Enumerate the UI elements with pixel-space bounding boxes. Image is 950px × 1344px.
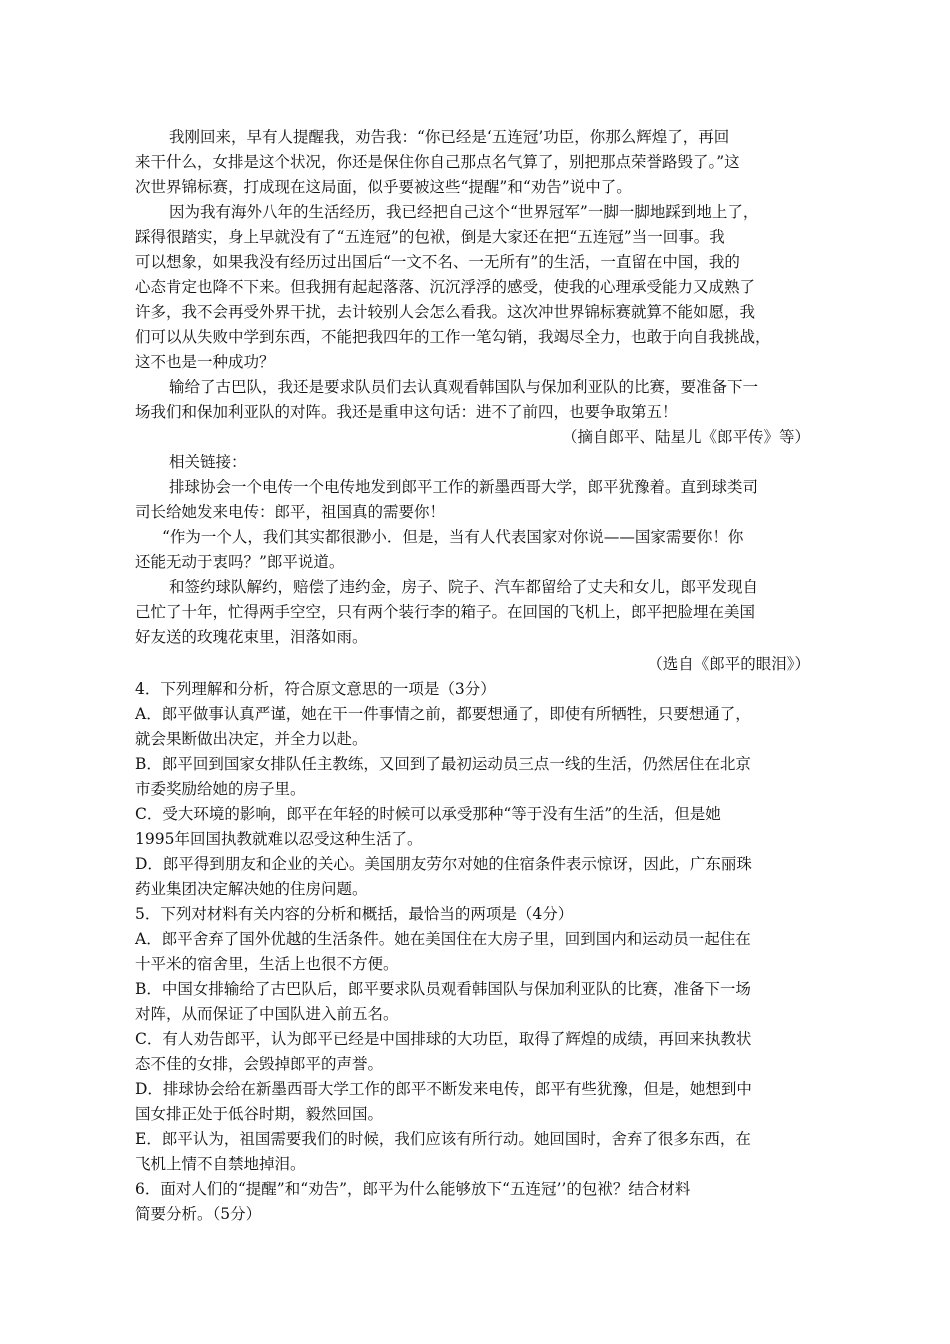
option-line: B．中国女排输给了古巴队后，郎平要求队员观看韩国队与保加利亚队的比赛，准备下一场	[135, 980, 751, 998]
option-line: C．受大环境的影响，郎平在年轻的时候可以承受那种“等于没有生活”的生活，但是她	[135, 805, 721, 823]
passage-line: 输给了古巴队，我还是要求队员们去认真观看韩国队与保加利亚队的比赛，要准备下一	[169, 378, 759, 396]
passage-line: 可以想象，如果我没有经历过出国后“一文不名、一无所有”的生活，一直留在中国，我的	[135, 253, 740, 271]
option-line: 药业集团决定解决她的住房问题。	[135, 880, 368, 898]
passage-line: 因为我有海外八年的生活经历，我已经把自己这个“世界冠军”一脚一脚地踩到地上了，	[169, 203, 759, 221]
link-line: 己忙了十年，忙得两手空空，只有两个装行李的箱子。在回国的飞机上，郎平把脸埋在美国	[135, 603, 756, 621]
source-citation: （摘自郎平、陆星儿《郎平传》等）	[561, 428, 810, 446]
passage-line: 许多，我不会再受外界干扰，去计较别人会怎么看我。这次冲世界锦标赛就算不能如愿，我	[135, 303, 756, 321]
option-line: C．有人劝告郎平，认为郎平已经是中国排球的大功臣，取得了辉煌的成绩，再回来执教状	[135, 1030, 752, 1048]
link-line: 和签约球队解约，赔偿了违约金，房子、院子、汽车都留给了丈夫和女儿，郎平发现自	[169, 578, 759, 596]
link-line: 司长给她发来电传：郎平，祖国真的需要你！	[135, 503, 446, 521]
option-line: 就会果断做出决定，并全力以赴。	[135, 730, 368, 748]
option-line: D．排球协会给在新墨西哥大学工作的郎平不断发来电传，郎平有些犹豫，但是，她想到中	[135, 1080, 752, 1098]
link-heading: 相关链接：	[169, 453, 247, 471]
option-line: A．郎平舍弃了国外优越的生活条件。她在美国住在大房子里，回到国内和运动员一起住在	[135, 930, 751, 948]
passage-line: 这不也是一种成功？	[135, 353, 275, 371]
passage-line: 们可以从失败中学到东西，不能把我四年的工作一笔勾销，我竭尽全力，也敢于向自我挑战，	[135, 328, 771, 346]
passage-line: 踩得很踏实，身上早就没有了“五连冠”的包袱，倒是大家还在把“五连冠”当一回事。我	[135, 228, 725, 246]
passage-line: 我刚回来，早有人提醒我，劝告我：“你已经是‘五连冠’功臣，你那么辉煌了，再回	[169, 128, 730, 146]
passage-line: 心态肯定也降不下来。但我拥有起起落落、沉沉浮浮的感受，使我的心理承受能力又成熟了	[135, 278, 756, 296]
passage-line: 次世界锦标赛，打成现在这局面，似乎要被这些“提醒”和“劝告”说中了。	[135, 178, 632, 196]
option-line: B．郎平回到国家女排队任主教练，又回到了最初运动员三点一线的生活，仍然居住在北京	[135, 755, 751, 773]
link-line: 排球协会一个电传一个电传地发到郎平工作的新墨西哥大学，郎平犹豫着。直到球类司	[169, 478, 759, 496]
option-line: 十平米的宿舍里，生活上也很不方便。	[135, 955, 399, 973]
passage-line: 来干什么，女排是这个状况，你还是保住你自己那点名气算了，别把那点荣誉路毁了。”这	[135, 153, 740, 171]
link-line: 还能无动于衷吗？”郎平说道。	[135, 553, 345, 571]
option-line: 市委奖励给她的房子里。	[135, 780, 306, 798]
source-citation: （选自《郎平的眼泪》）	[647, 655, 810, 673]
option-line: A．郎平做事认真严谨，她在干一件事情之前，都要想通了，即使有所牺牲，只要想通了，	[135, 705, 751, 723]
option-line: 态不佳的女排，会毁掉郎平的声誉。	[135, 1055, 384, 1073]
question-line: 4．下列理解和分析，符合原文意思的一项是（3分）	[135, 680, 496, 698]
option-line: 国女排正处于低谷时期，毅然回国。	[135, 1105, 384, 1123]
option-line: 1995年回国执教就难以忍受这种生活了。	[135, 830, 423, 848]
option-line: 对阵，从而保证了中国队进入前五名。	[135, 1005, 399, 1023]
option-line: E．郎平认为，祖国需要我们的时候，我们应该有所行动。她回国时，舍弃了很多东西，在	[135, 1130, 751, 1148]
question-line: 简要分析。（5分）	[135, 1205, 262, 1223]
link-line: 好友送的玫瑰花束里，泪落如雨。	[135, 628, 368, 646]
option-line: D．郎平得到朋友和企业的关心。美国朋友劳尔对她的住宿条件表示惊讶，因此，广东丽珠	[135, 855, 752, 873]
question-line: 5．下列对材料有关内容的分析和概括，最恰当的两项是（4分）	[135, 905, 574, 923]
question-line: 6．面对人们的“提醒”和“劝告”，郎平为什么能够放下“五连冠’’的包袱？结合材料	[135, 1180, 691, 1198]
passage-line: 场我们和保加利亚队的对阵。我还是重申这句话：进不了前四，也要争取第五！	[135, 403, 678, 421]
option-line: 飞机上情不自禁地掉泪。	[135, 1155, 306, 1173]
link-line: “作为一个人，我们其实都很渺小．但是，当有人代表国家对你说——国家需要你！你	[162, 528, 744, 546]
